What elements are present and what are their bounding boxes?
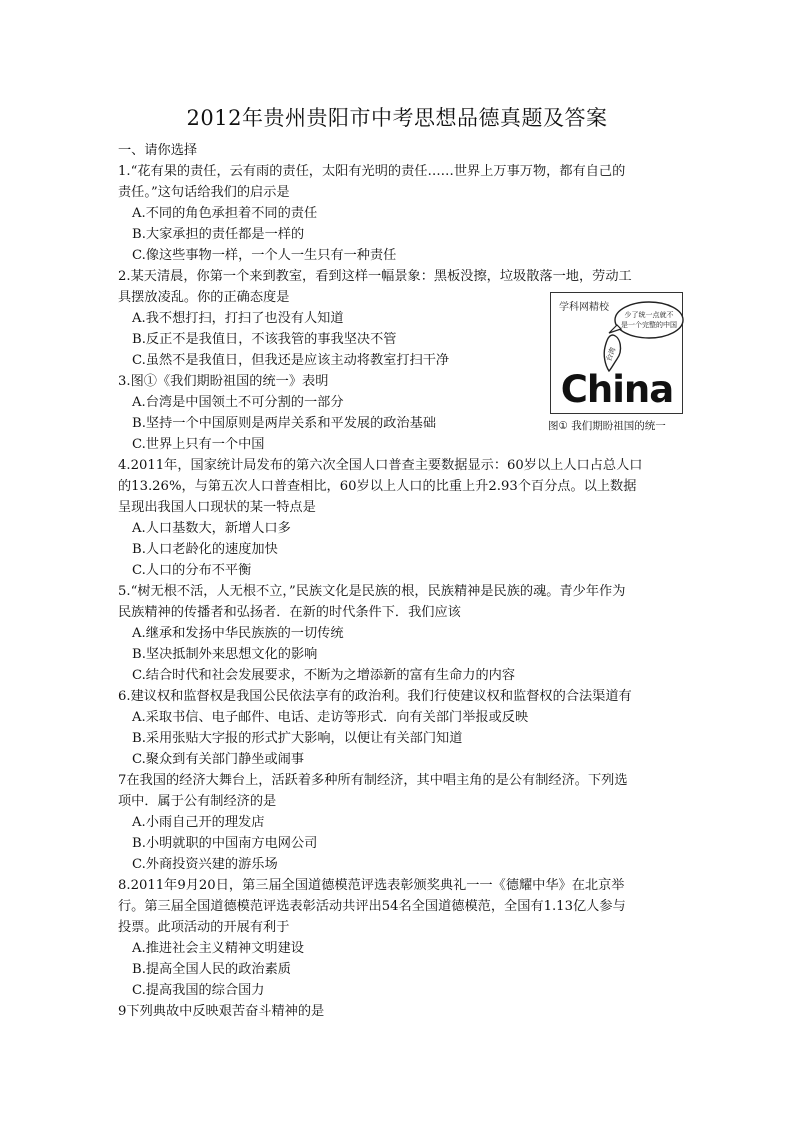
answer-option: A.人口基数大，新增人口多 (132, 521, 291, 536)
answer-option: C.世界上只有一个中国 (132, 437, 265, 452)
page-title: 2012年贵州贵阳市中考思想品德真题及答案 (186, 106, 608, 130)
answer-option: C.提高我国的综合国力 (132, 983, 265, 998)
figure-1 (548, 290, 685, 440)
answer-option: B.采用张贴大字报的形式扩大影响，以便让有关部门知道 (132, 731, 463, 746)
question-line: 呈现出我国人口现状的某一特点是 (118, 500, 316, 515)
answer-option: C.聚众到有关部门静坐或闹事 (132, 752, 305, 767)
answer-option: B.大家承担的责任都是一样的 (132, 227, 305, 242)
question-line: 的13.26%，与第五次人口普查相比，60岁以上人口的比重上升2.93个百分点。以上数据 (118, 479, 637, 494)
answer-option: B.小明就职的中国南方电网公司 (132, 836, 318, 851)
question-line: 民族精神的传播者和弘扬者．在新的时代条件下．我们应该 (118, 605, 461, 620)
question-body (118, 140, 680, 1022)
question-line: 9下列典故中反映艰苦奋斗精神的是 (118, 1004, 325, 1019)
answer-option: C.虽然不是我值日，但我还是应该主动将教室打扫干净 (132, 353, 450, 368)
answer-option: A.我不想打扫，打扫了也没有人知道 (132, 311, 344, 326)
question-line: 投票。此项活动的开展有利于 (118, 920, 290, 935)
answer-option: C.像这些事物一样，一个人一生只有一种责任 (132, 248, 397, 263)
answer-option: B.人口老龄化的速度加快 (132, 542, 278, 557)
answer-option: A.小雨自己开的理发店 (132, 815, 265, 830)
speech-bubble (615, 302, 683, 338)
question-line: 项中．属于公有制经济的是 (118, 794, 277, 809)
china-word: China (560, 368, 674, 411)
answer-option: A.继承和发扬中华民族族的一切传统 (132, 626, 344, 641)
answer-option: C.结合时代和社会发展要求，不断为之增添新的富有生命力的内容 (132, 668, 516, 683)
answer-option: A.不同的角色承担着不同的责任 (132, 206, 318, 221)
question-line: 4.2011年，国家统计局发布的第六次全国人口普查主要数据显示：60岁以上人口占总人口 (118, 458, 643, 473)
answer-option: A.采取书信、电子邮件、电话、走访等形式．向有关部门举报或反映 (132, 710, 529, 725)
watermark-text: 学科网精校 (559, 302, 609, 313)
figure-caption: 图① 我们期盼祖国的统一 (548, 420, 666, 432)
question-line: 7在我国的经济大舞台上，活跃着多种所有制经济，其中唱主角的是公有制经济。下列选 (118, 773, 628, 788)
answer-option: B.坚决抵制外来思想文化的影响 (132, 647, 318, 662)
answer-option: B.坚持一个中国原则是两岸关系和平发展的政治基础 (132, 416, 437, 431)
question-line: 1.“花有果的责任，云有雨的责任，太阳有光明的责任……世界上万事万物，都有自己的 (118, 164, 626, 179)
question-line: 具摆放凌乱。你的正确态度是 (118, 290, 290, 305)
question-line: 行。第三届全国道德模范评选表彰活动共评出54名全国道德模范，全国有1.13亿人参与 (118, 899, 626, 914)
bubble-text-1: 少了统一点就不 (624, 311, 674, 319)
question-line: 8.2011年9月20日，第三届全国道德模范评选表彰颁奖典礼一一《德耀中华》在北京举 (118, 878, 625, 893)
answer-option: C.外商投资兴建的游乐场 (132, 857, 278, 872)
question-line: 5.“树无根不活，人无根不立，”民族文化是民族的根，民族精神是民族的魂。青少年作为 (118, 584, 626, 599)
question-line: 2.某天清晨，你第一个来到教室，看到这样一幅景象：黑板没擦，垃圾散落一地，劳动工 (118, 269, 632, 284)
answer-option: B.反正不是我值日，不该我管的事我坚决不管 (132, 332, 397, 347)
question-line: 3.图①《我们期盼祖国的统一》表明 (118, 374, 329, 389)
answer-option: C.人口的分布不平衡 (132, 563, 252, 578)
answer-option: A.台湾是中国领土不可分割的一部分 (132, 395, 344, 410)
bubble-text-2: 是一个完整的中国 (621, 321, 677, 329)
cartoon-illustration (551, 293, 684, 415)
taiwan-label: 台湾 (604, 346, 618, 363)
question-line: 责任。”这句话给我们的启示是 (118, 185, 290, 200)
question-line: 6.建议权和监督权是我国公民依法享有的政治利。我们行使建议权和监督权的合法渠道有 (118, 689, 632, 704)
figure-1-image (550, 292, 683, 414)
answer-option: B.提高全国人民的政治素质 (132, 962, 291, 977)
question-line: 一、请你选择 (118, 143, 198, 158)
answer-option: A.推进社会主义精神文明建设 (132, 941, 304, 956)
